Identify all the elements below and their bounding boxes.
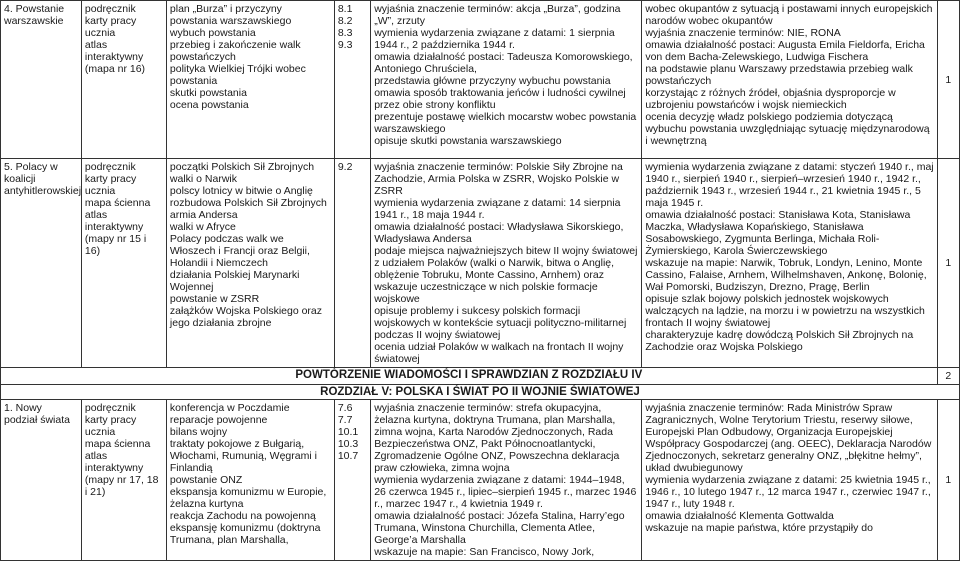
basic-requirements-cell: wyjaśnia znaczenie terminów: strefa okupacyjna, żelazna kurtyna, doktryna Trumana, plan Marshalla, zimna wojna, Karta Narodów Zjednoczonych, Rada Bezpieczeństwa ONZ, Pakt Północnoatlantycki, Zgromadzenie Ogólne ONZ, Powszechna deklaracja praw człowieka, zimna wojna wymienia wydarzenia związane z datami: 1944–1948, 26 czerwca 1945 r., lipiec–sierpień 1945 r., marzec 1946 r., marzec 1947 r., 4 kwietnia 1949 r. omawia działalność postaci: Józefa Stalina, Harry’ego Trumana, Winstona Churchilla, Clementa Atlee, George’a Marshalla wskazuje na mapie: San Francisco, Nowy Jork, (371, 400, 642, 561)
topic-cell: 4. Powstanie warszawskie (1, 1, 82, 159)
hours-cell: 1 (937, 400, 959, 561)
resources-cell: podręcznik karty pracy ucznia mapa ścienna atlas interaktywny (mapy nr 17, 18 i 21) (81, 400, 166, 561)
extended-requirements-cell: wobec okupantów z sytuacją i postawami innych europejskich narodów wobec okupantów wyjaśnia znaczenie terminów: NIE, RONA omawia działalność postaci: Augusta Emila Fieldorfa, Ericha von dem Bacha-Zelewskiego, Ludwiga Fischera na podstawie planu Warszawy przedstawia przebieg walk powstańczych korzystając z różnych źródeł, objaśnia dysproporcje w uzbrojeniu powstańców i wojsk niemieckich ocenia decyzję władz polskiego podziemia dotyczącą wybuchu powstania uwzględniając sytuację międzynarodową i wewnętrzną (642, 1, 937, 159)
review-row (1, 368, 960, 385)
review-banner: POWTÓRZENIE WIADOMOŚCI I SPRAWDZIAN Z ROZDZIAŁU IV (1, 368, 938, 385)
chapter-heading: ROZDZIAŁ V: POLSKA I ŚWIAT PO II WOJNIE ŚWIATOWEJ (1, 385, 960, 400)
table-row (1, 400, 960, 561)
topic-cell: 5. Polacy w koalicji antyhitlerowskiej (1, 159, 82, 368)
extended-requirements-cell: wymienia wydarzenia związane z datami: styczeń 1940 r., maj 1940 r., sierpień 1940 r., sierpień–wrzesień 1940 r., 1942 r., październik 1943 r., wrzesień 1944 r., 21 kwietnia 1945 r., 5 maja 1945 r. omawia działalność postaci: Stanisława Kota, Stanisława Maczka, Władysława Kopańskiego, Stanisława Sosabowskiego, Zygmunta Berlinga, Michała Roli-Żymierskiego, Karola Świerczewskiego wskazuje na mapie: Narwik, Tobruk, Londyn, Lenino, Monte Cassino, Falaise, Arnhem, Wilhelmshaven, Ankonę, Bolonię, Wał Pomorski, Budziszyn, Drezno, Pragę, Berlin opisuje szlak bojowy polskich jednostek wojskowych walczących na lądzie, na morzu i w powietrzu na wszystkich frontach II wojny światowej charakteryzuje kadrę dowódczą Polskich Sił Zbrojnych na Zachodzie oraz Wojska Polskiego (642, 159, 937, 368)
code-cell: 9.2 (334, 159, 370, 368)
content-cell: początki Polskich Sił Zbrojnych walki o Narwik polscy lotnicy w bitwie o Anglię rozbudowa Polskich Sił Zbrojnych armia Andersa walki w Afryce Polacy podczas walk we Włoszech i Francji oraz Belgii, Holandii i Niemczech działania Polskiej Marynarki Wojennej powstanie w ZSRR załążków Wojska Polskiego oraz jego działania zbrojne (166, 159, 334, 368)
hours-cell: 1 (937, 159, 959, 368)
table-row (1, 159, 960, 368)
chapter-row (1, 385, 960, 400)
content-cell: konferencja w Poczdamie reparacje powojenne bilans wojny traktaty pokojowe z Bułgarią, Włochami, Rumunią, Węgrami i Finlandią powstanie ONZ ekspansja komunizmu w Europie, żelazna kurtyna reakcja Zachodu na powojenną ekspansję komunizmu (doktryna Trumana, plan Marshalla, (166, 400, 334, 561)
content-cell: plan „Burza” i przyczyny powstania warszawskiego wybuch powstania przebieg i zakończenie walk powstańczych polityka Wielkiej Trójki wobec powstania skutki powstania ocena powstania (166, 1, 334, 159)
basic-requirements-cell: wyjaśnia znaczenie terminów: akcja „Burza”, godzina „W”, zrzuty wymienia wydarzenia związane z datami: 1 sierpnia 1944 r., 2 października 1944 r. omawia działalność postaci: Tadeusza Komorowskiego, Antoniego Chruściela, przedstawia główne przyczyny wybuchu powstania omawia sposób traktowania jeńców i ludności cywilnej przez obie strony konfliktu prezentuje postawę wielkich mocarstw wobec powstania warszawskiego opisuje skutki powstania warszawskiego (371, 1, 642, 159)
resources-cell: podręcznik karty pracy ucznia mapa ścienna atlas interaktywny (mapy nr 15 i 16) (81, 159, 166, 368)
code-cell: 7.6 7.7 10.1 10.3 10.7 (334, 400, 370, 561)
resources-cell: podręcznik karty pracy ucznia atlas interaktywny (mapa nr 16) (81, 1, 166, 159)
code-cell: 8.1 8.2 8.3 9.3 (334, 1, 370, 159)
topic-cell: 1. Nowy podział świata (1, 400, 82, 561)
review-hours-cell: 2 (937, 368, 959, 385)
table-row (1, 1, 960, 159)
hours-cell: 1 (937, 1, 959, 159)
basic-requirements-cell: wyjaśnia znaczenie terminów: Polskie Siły Zbrojne na Zachodzie, Armia Polska w ZSRR, Wojsko Polskie w ZSRR wymienia wydarzenia związane z datami: 14 sierpnia 1941 r., 18 maja 1944 r. omawia działalność postaci: Władysława Sikorskiego, Władysława Andersa podaje miejsca najważniejszych bitew II wojny światowej z udziałem Polaków (walki o Narwik, bitwa o Anglię, oblężenie Tobruku, Monte Cassino, Arnhem) oraz wskazuje uczestniczące w nich polskie formacje wojskowe opisuje problemy i sukcesy polskich formacji wojskowych w kontekście sytuacji polityczno-militarnej podczas II wojny światowej ocenia udział Polaków w walkach na frontach II wojny światowej (371, 159, 642, 368)
extended-requirements-cell: wyjaśnia znaczenie terminów: Rada Ministrów Spraw Zagranicznych, Wolne Terytorium Triestu, reserwy siłowe, Europejski Plan Odbudowy, Organizacja Europejskiej Współpracy Gospodarczej (ang. OEEC), Deklaracja Narodów Zjednoczonych, sekretarz generalny ONZ, „błękitne hełmy”, układ dwubiegunowy wymienia wydarzenia związane z datami: 25 kwietnia 1945 r., 1946 r., 10 lutego 1947 r., 12 marca 1947 r., czerwiec 1947 r., 1947 r., luty 1948 r. omawia działalność Klementa Gottwalda wskazuje na mapie państwa, które przystąpiły do (642, 400, 937, 561)
